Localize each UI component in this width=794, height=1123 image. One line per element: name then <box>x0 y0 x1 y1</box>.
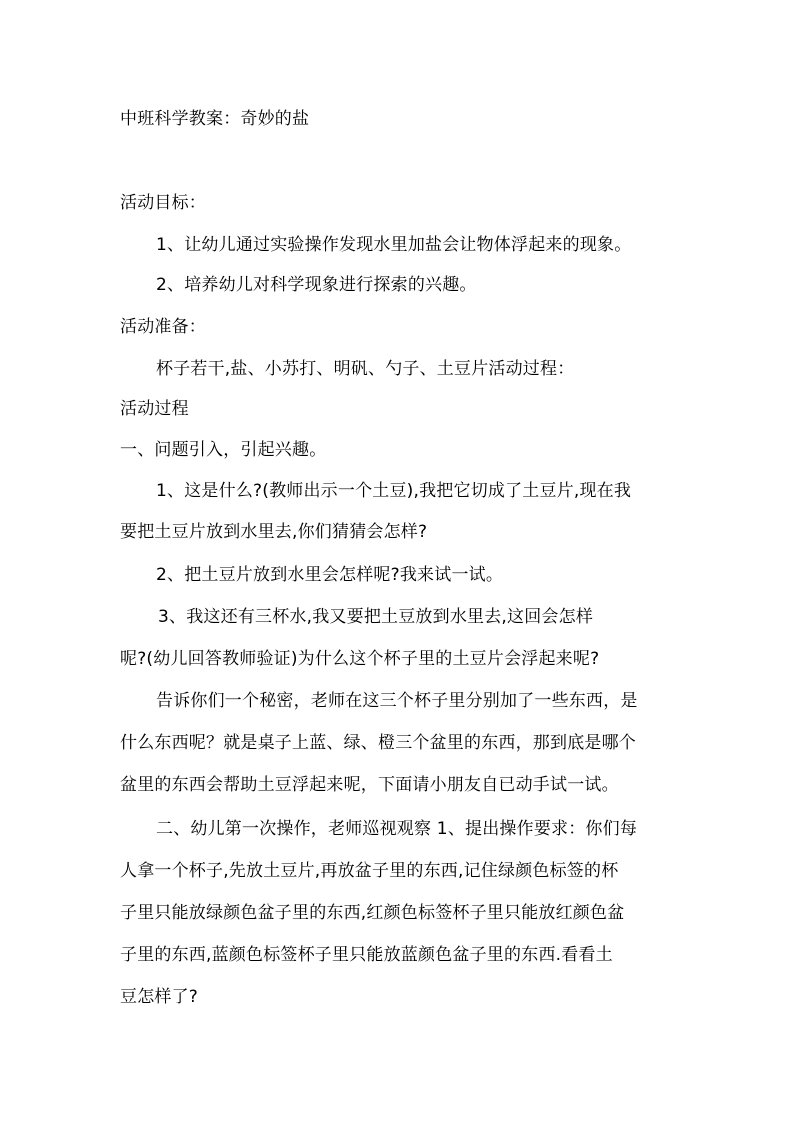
step-3-line-1: 3、我这还有三杯水,我又要把土豆放到水里去,这回会怎样 <box>158 607 594 627</box>
part-2-line-1: 二、幼儿第一次操作，老师巡视观察 1、提出操作要求：你们每 <box>156 819 638 839</box>
part-2-line-2: 人拿一个杯子,先放土豆片,再放盆子里的东西,记住绿颜色标签的杯 <box>120 861 619 881</box>
secret-line-2: 什么东西呢？就是桌子上蓝、绿、橙三个盆里的东西，那到底是哪个 <box>120 733 636 753</box>
goals-heading: 活动目标： <box>120 193 206 213</box>
part-2-line-3: 子里只能放绿颜色盆子里的东西,红颜色标签杯子里只能放红颜色盆 <box>120 903 625 923</box>
goal-1: 1、让幼儿通过实验操作发现水里加盐会让物体浮起来的现象。 <box>156 235 632 255</box>
goal-2: 2、培养幼儿对科学现象进行探索的兴趣。 <box>156 275 477 295</box>
step-1-line-2: 要把土豆片放到水里去,你们猜猜会怎样? <box>120 522 428 542</box>
part-1-heading: 一、问题引入，引起兴趣。 <box>120 440 327 460</box>
process-heading: 活动过程 <box>120 399 189 419</box>
step-2: 2、把土豆片放到水里会怎样呢?我来试一试。 <box>156 565 504 585</box>
prep-heading: 活动准备： <box>120 317 206 337</box>
document-title: 中班科学教案：奇妙的盐 <box>120 109 310 129</box>
secret-line-3: 盆里的东西会帮助土豆浮起来呢，下面请小朋友自已动手试一试。 <box>120 775 619 795</box>
prep-text: 杯子若干,盐、小苏打、明矾、勺子、土豆片活动过程： <box>156 359 575 379</box>
step-3-line-2: 呢?(幼儿回答教师验证)为什么这个杯子里的土豆片会浮起来呢? <box>120 649 600 669</box>
step-1-line-1: 1、这是什么?(教师出示一个土豆),我把它切成了土豆片,现在我 <box>156 481 632 501</box>
secret-line-1: 告诉你们一个秘密，老师在这三个杯子里分别加了一些东西，是 <box>156 691 638 711</box>
part-2-line-5: 豆怎样了? <box>120 987 199 1007</box>
part-2-line-4: 子里的东西,蓝颜色标签杯子里只能放蓝颜色盆子里的东西.看看土 <box>120 945 613 965</box>
